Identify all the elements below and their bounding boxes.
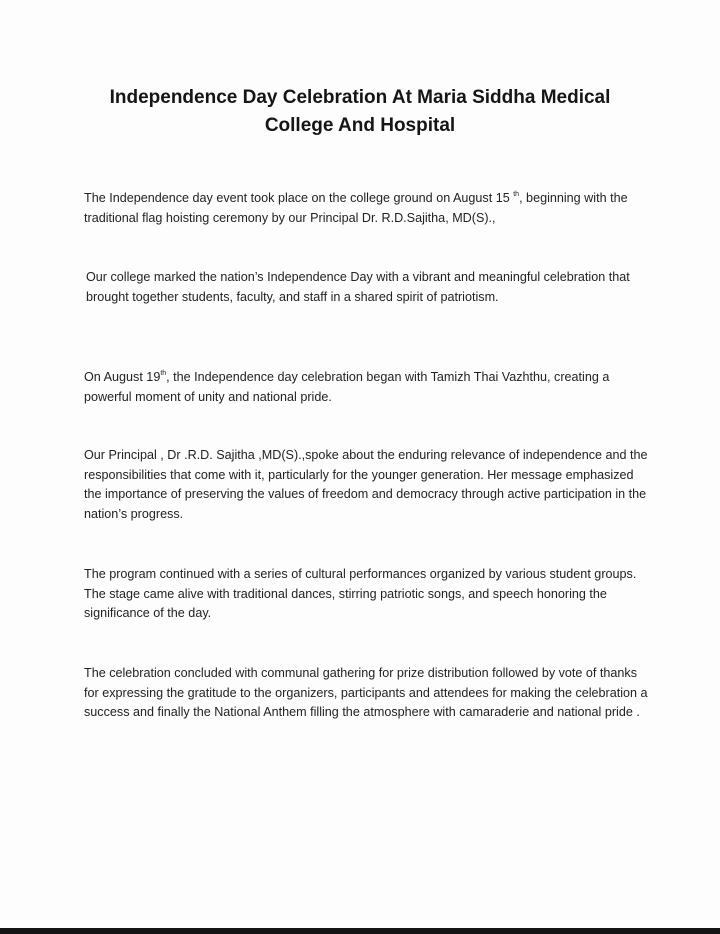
paragraph-celebration-intro: Our college marked the nation’s Independence Day with a vibrant and meaningful celebration that brought together students, faculty, and staff in a shared spirit of patriotism. <box>86 270 630 304</box>
p3-superscript: th <box>160 370 167 377</box>
document-title <box>60 84 660 140</box>
paragraph-conclusion: The celebration concluded with communal gathering for prize distribution followed by vote of thanks for expressing the gratitude to the organizers, participants and attendees for making the celebration a success and finally the National Anthem filling the atmosphere with camaraderie and national pride . <box>84 666 648 719</box>
p1-text-end: , beginning with the traditional flag hoisting ceremony by our Principal Dr. R.D.Sajitha, MD(S)., <box>84 191 628 225</box>
paragraph-flag-hoisting <box>84 189 650 228</box>
p3-text-end: , the Independence day celebration began with Tamizh Thai Vazhthu, creating a powerful moment of unity and national pride. <box>84 370 610 404</box>
p1-text-start: The Independence day event took place on the college ground on August 15 <box>84 191 514 205</box>
bottom-edge-bar <box>0 928 720 934</box>
paragraph-tamizh-thai-vazhthu <box>84 368 650 407</box>
paragraph-cultural-program: The program continued with a series of cultural performances organized by various student groups. The stage came alive with traditional dances, stirring patriotic songs, and speech honoring the significance of the day. <box>84 567 637 620</box>
p1-superscript: th <box>513 191 520 198</box>
paragraph-principal-speech: Our Principal , Dr .R.D. Sajitha ,MD(S).,spoke about the enduring relevance of independence and the responsibilities that come with it, particularly for the younger generation. Her message emphasized the importance of preserving the values of freedom and democracy through active participation in the nation’s progress. <box>84 448 648 521</box>
p3-text-start: On August 19 <box>84 370 161 384</box>
title-line-2: College And Hospital <box>264 115 456 136</box>
title-line-1: Independence Day Celebration At Maria Siddha Medical <box>109 87 611 108</box>
